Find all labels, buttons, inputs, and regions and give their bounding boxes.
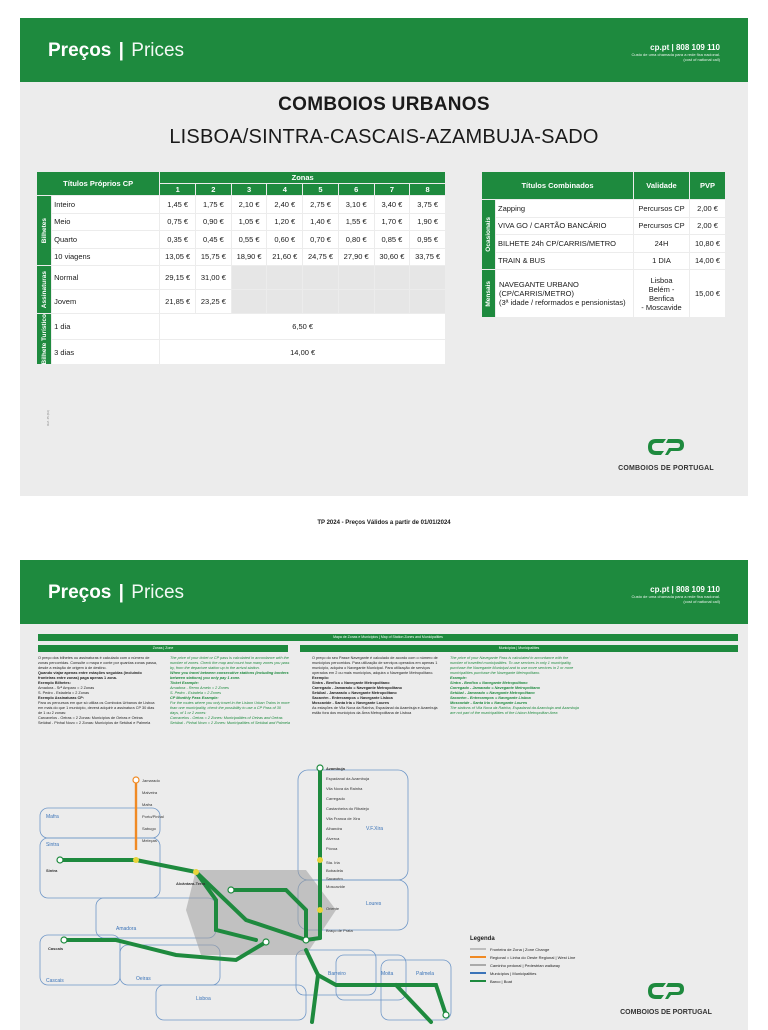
- legend-item: [470, 953, 600, 961]
- zone-marker: [317, 857, 323, 863]
- empty-cell: [303, 266, 339, 290]
- label-malveira: Malveira: [142, 790, 158, 795]
- label-alcantara: Alcântara-Terra: [176, 881, 206, 886]
- paragraph: Sacavém - Entrecampos = Navegante Lisboa: [450, 696, 531, 700]
- table-row: [482, 235, 726, 253]
- price-cell: 14,00 €: [160, 339, 446, 365]
- combined-header-title: Títulos Combinados: [482, 172, 634, 200]
- combined-name-monthly: [496, 270, 634, 318]
- price-cell: 0,95 €: [410, 231, 446, 249]
- brand-title: [48, 40, 184, 62]
- legend-label: Regional = Linha do Oeste Regional | West Line: [490, 954, 576, 960]
- zone-label-sintra: Sintra: [46, 842, 60, 848]
- combined-price: 2,00 €: [690, 217, 726, 235]
- zone-marker: [193, 869, 199, 875]
- combined-header-validity: Validade: [634, 172, 690, 200]
- table-row: [482, 200, 726, 218]
- header-band: [20, 18, 748, 82]
- legend-swatch: [470, 948, 486, 950]
- paragraph: As estações de Vila Nova da Rainha, Espadanal da Azambuja e Azambuja estão fora dos municípios da Área Metropolitana de Lisboa: [312, 706, 438, 715]
- brand-en: Prices: [131, 40, 185, 61]
- station-azambuja: [317, 765, 323, 771]
- price-cell: 24,75 €: [303, 248, 339, 266]
- validity-footer: TP 2024 - Preços Válidos a partir de 01/01/2024: [317, 520, 451, 526]
- label-mafra-station: Mafra: [142, 802, 153, 807]
- label-sintra-station: Sintra: [46, 868, 58, 873]
- price-page-2: [20, 560, 748, 1030]
- paragraph: For the routes where you only travel in the Lisbon Urban Trains in more than one municipality, check the possibility to use a CP Pass of 30 days, of 1 or 2 zones:: [170, 701, 290, 715]
- legend-item: [470, 977, 600, 985]
- price-page-1: [20, 18, 748, 496]
- municipality-lisboa: [156, 985, 306, 1020]
- legend-swatch: [470, 972, 486, 974]
- zone-label-oeiras: Oeiras: [136, 976, 151, 982]
- page-title: COMBOIOS URBANOS: [278, 94, 490, 115]
- monthly-name-line2: (CP/CARRIS/METRO): [499, 289, 574, 298]
- legend-item: [470, 969, 600, 977]
- municipality-palmela: [381, 960, 451, 1020]
- legend-swatch: [470, 980, 486, 982]
- empty-cell: [338, 290, 374, 314]
- header-band: [20, 560, 748, 624]
- south-branch: [312, 975, 318, 1022]
- contact-note: Custo de uma chamada para a rede fixa nacional.: [631, 52, 720, 57]
- paragraph: Moscavide - Santa Iria = Navegante Loures: [450, 701, 528, 705]
- cp-logo: [616, 436, 716, 472]
- price-cell: 1,70 €: [374, 213, 410, 231]
- legend-label: Caminho pedonal | Pedestrian walkway: [490, 962, 560, 968]
- ticket-name: 1 dia: [52, 314, 160, 340]
- contact-phone: cp.pt | 808 109 110: [650, 585, 720, 594]
- contact-phone: cp.pt | 808 109 110: [650, 43, 720, 52]
- table-row: [482, 270, 726, 318]
- paragraph: Setúbal - Jamarado = Navegante Metropolitano: [450, 691, 535, 695]
- paragraph: Carregado - Jamarado = Navegante Metropolitano: [450, 686, 540, 690]
- muni-text-pt: [312, 656, 442, 716]
- monthly-validity-line2: Belém - Benfica: [648, 284, 675, 303]
- zone-number: 8: [410, 184, 446, 196]
- price-cell: 31,00 €: [196, 266, 232, 290]
- station-santa-apolonia: [303, 937, 309, 943]
- price-cell: 0,70 €: [303, 231, 339, 249]
- empty-cell: [231, 290, 267, 314]
- empty-cell: [338, 266, 374, 290]
- zone-label-moita: Moita: [381, 971, 394, 977]
- price-cell: 0,90 €: [196, 213, 232, 231]
- municipality-mafra: [40, 808, 160, 838]
- paragraph: The stations of Vila Nova da Rainha, Espadanal da Azambuja and Azambuja are not part of the municipalities of the Lisbon Metropolitan Area: [450, 706, 579, 715]
- ticket-name: Jovem: [52, 290, 160, 314]
- cp-logo-icon: [644, 980, 688, 1002]
- muni-text-en: [450, 656, 580, 716]
- price-cell: 0,60 €: [267, 231, 303, 249]
- monthly-name-line3: (3ª idade / reformados e pensionistas): [499, 298, 626, 307]
- paragraph: Setúbal - Pinhal Novo = 2 Zones: Municipalities of Setúbal and Palmela: [170, 721, 290, 725]
- paragraph: CP Monthly Pass Example:: [170, 696, 219, 700]
- zones-text-en: [170, 656, 290, 726]
- combined-price: 14,00 €: [690, 252, 726, 270]
- price-cell: 29,15 €: [160, 266, 196, 290]
- cp-logo: [616, 980, 716, 1016]
- price-cell: 6,50 €: [160, 314, 446, 340]
- label-sacavem: Sacavém: [326, 876, 343, 881]
- monthly-name-line1: NAVEGANTE URBANO: [499, 280, 579, 289]
- legend-item: [470, 945, 600, 953]
- legend-item: [470, 961, 600, 969]
- empty-cell: [303, 290, 339, 314]
- contact-note-en: (cost of national call): [683, 599, 720, 604]
- empty-cell: [410, 290, 446, 314]
- brand-separator: |: [118, 582, 124, 603]
- label-espadanal: Espadanal da Azambuja: [326, 776, 370, 781]
- cp-logo-text: COMBOIOS DE PORTUGAL: [620, 1009, 712, 1016]
- paragraph: Exemplo:: [312, 676, 330, 680]
- table-row: [37, 266, 446, 290]
- paragraph: Setúbal - Pinhal Novo = 2 Zonas: Municípios de Setúbal e Palmela: [38, 721, 151, 725]
- label-vnrainha: Vila Nova da Rainha: [326, 786, 363, 791]
- zone-label-vfxira: V.F.Xira: [366, 826, 384, 832]
- label-santairia: Sta. Iria: [326, 860, 340, 865]
- zone-number: 1: [160, 184, 196, 196]
- table-row: [37, 339, 446, 365]
- price-cell: 2,40 €: [267, 196, 303, 214]
- label-jamarado: Jamarado: [142, 778, 160, 783]
- price-cell: 0,75 €: [160, 213, 196, 231]
- table-row: [37, 248, 446, 266]
- label-bobadela: Bobadela: [326, 868, 343, 873]
- paragraph: Sintra - Benfica = Navegante Metropolitano: [450, 681, 528, 685]
- paragraph: Moscavide - Santa Iria = Navegante Loures: [312, 701, 390, 705]
- table-row: [37, 196, 446, 214]
- price-cell: 1,05 €: [231, 213, 267, 231]
- price-cell: 21,85 €: [160, 290, 196, 314]
- zone-label-palmela: Palmela: [416, 971, 435, 977]
- ticket-name: Meio: [52, 213, 160, 231]
- contact-note: Custo de uma chamada para a rede fixa nacional.: [631, 594, 720, 599]
- ticket-name: Quarto: [52, 231, 160, 249]
- price-cell: 33,75 €: [410, 248, 446, 266]
- zone-label-mafra: Mafra: [46, 814, 59, 820]
- station-jamarado: [133, 777, 139, 783]
- paragraph: Quando viajar apenas entre estações seguidas (incluindo fronteiras entre zonas) paga apenas 1 zona.: [38, 671, 142, 680]
- price-cell: 0,35 €: [160, 231, 196, 249]
- paragraph: Setúbal - Jamarado = Navegante Metropolitano: [312, 691, 397, 695]
- price-cell: 1,20 €: [267, 213, 303, 231]
- combined-header-pvp: PVP: [690, 172, 726, 200]
- map-legend: [470, 936, 600, 985]
- paragraph: Exemplo Bilhetes:: [38, 681, 71, 685]
- ticket-name: Inteiro: [52, 196, 160, 214]
- paragraph: Carcavelos - Oeiras = 2 Zonas: Municípios de Oeiras e Oeiras: [38, 716, 143, 720]
- group-label-assinaturas: Assinaturas: [37, 266, 52, 314]
- contact-note-en: (cost of national call): [683, 57, 720, 62]
- empty-cell: [267, 290, 303, 314]
- zone-label-amadora: Amadora: [116, 926, 137, 932]
- price-cell: 1,45 €: [160, 196, 196, 214]
- zone-number: 6: [338, 184, 374, 196]
- price-cell: 0,80 €: [338, 231, 374, 249]
- label-oriente: Oriente: [326, 906, 340, 911]
- zone-number: 4: [267, 184, 303, 196]
- station-cais-sodre: [263, 939, 269, 945]
- station-sintra: [57, 857, 63, 863]
- monthly-validity-line1: Lisboa: [650, 275, 673, 285]
- label-sabugo: Sabugo: [142, 826, 156, 831]
- label-portoformoso: Porto/Pinhal: [142, 814, 164, 819]
- zone-number: 3: [231, 184, 267, 196]
- paragraph: When you travel between consecutive stations (including borders between stations) you only pay 1 zone.: [170, 671, 289, 680]
- empty-cell: [410, 266, 446, 290]
- cp-logo-icon: [644, 436, 688, 458]
- table-row: [37, 314, 446, 340]
- price-cell: 23,25 €: [196, 290, 232, 314]
- table-row: [37, 290, 446, 314]
- group-label-ocasionais: Ocasionais: [482, 200, 496, 270]
- own-tickets-header: Títulos Próprios CP: [37, 172, 160, 196]
- brand-separator: |: [118, 40, 124, 61]
- zone-label-lisboa: Lisboa: [196, 996, 211, 1002]
- combined-name: VIVA GO / CARTÃO BANCÁRIO: [496, 217, 634, 235]
- label-melecas: Meleças: [142, 838, 157, 843]
- brand-en: Prices: [131, 582, 185, 603]
- price-cell: 2,10 €: [231, 196, 267, 214]
- paragraph: Ticket Example:: [170, 681, 199, 685]
- contact-info: [632, 43, 721, 62]
- label-alverca: Alverca: [326, 836, 340, 841]
- ticket-name: 3 dias: [52, 339, 160, 365]
- paragraph: Amadora - Srª Amparo = 2 Zonas: [38, 686, 95, 690]
- price-cell: 15,75 €: [196, 248, 232, 266]
- zone-label-barreiro: Barreiro: [328, 971, 346, 977]
- zones-header: Zonas: [160, 172, 446, 184]
- own-tickets-table: [36, 171, 446, 365]
- paragraph: Carcavelos - Oeiras = 2 Zones: Municipalities of Oeiras and Oeiras: [170, 716, 283, 720]
- zones-bar: Zonas | Zone: [38, 645, 288, 652]
- label-bracoprata: Braço de Prata: [326, 928, 353, 933]
- zone-marker: [133, 857, 139, 863]
- price-cell: 3,40 €: [374, 196, 410, 214]
- setubal-branch: [396, 985, 431, 1022]
- label-castanheira: Castanheira do Ribatejo: [326, 806, 369, 811]
- combined-validity: 1 DIA: [634, 252, 690, 270]
- document-reference: Ref. 45 (02): [46, 410, 50, 426]
- zone-number: 2: [196, 184, 232, 196]
- zone-label-loures: Loures: [366, 901, 382, 907]
- contact-info: [632, 585, 721, 604]
- price-cell: 0,45 €: [196, 231, 232, 249]
- combined-name: Zapping: [496, 200, 634, 218]
- zone-marker: [317, 907, 323, 913]
- combined-tickets-table: [481, 171, 726, 318]
- price-cell: 2,75 €: [303, 196, 339, 214]
- price-cell: 1,40 €: [303, 213, 339, 231]
- price-cell: 0,85 €: [374, 231, 410, 249]
- price-cell: 3,75 €: [410, 196, 446, 214]
- empty-cell: [231, 266, 267, 290]
- price-cell: 1,55 €: [338, 213, 374, 231]
- combined-name: TRAIN & BUS: [496, 252, 634, 270]
- paragraph: Sacavém - Entrecampos = Navegante Lisboa: [312, 696, 393, 700]
- price-cell: 1,90 €: [410, 213, 446, 231]
- zones-text-pt: [38, 656, 158, 726]
- price-cell: 3,10 €: [338, 196, 374, 214]
- legend-label: Barco | Boat: [490, 978, 512, 984]
- combined-validity-monthly: [634, 270, 690, 318]
- label-carregado: Carregado: [326, 796, 345, 801]
- price-cell: 13,05 €: [160, 248, 196, 266]
- legend-swatch: [470, 956, 486, 958]
- paragraph: O preço do seu Passe Navegante é calculado de acordo com o número de municípios percorridos. Para utilização de serviços operados em apenas 1 município, adquira o Navegante Municipal. Para utilização de serviços operados em 2 ou mais municípios, adquira o Navegante Metropolitano.: [312, 656, 438, 675]
- network-map: [36, 760, 466, 1030]
- paragraph: Example:: [450, 676, 467, 680]
- price-cell: 18,90 €: [231, 248, 267, 266]
- combined-validity: 24H: [634, 235, 690, 253]
- label-moscavide: Moscavide: [326, 884, 346, 889]
- legend-swatch: [470, 964, 486, 966]
- combined-validity: Percursos CP: [634, 217, 690, 235]
- combined-validity: Percursos CP: [634, 200, 690, 218]
- station-cascais: [61, 937, 67, 943]
- combined-price: 2,00 €: [690, 200, 726, 218]
- price-cell: 1,75 €: [196, 196, 232, 214]
- price-cell: 0,55 €: [231, 231, 267, 249]
- ticket-name: Normal: [52, 266, 160, 290]
- empty-cell: [267, 266, 303, 290]
- group-label-turistico: Bilhete Turístico: [37, 314, 52, 365]
- paragraph: Sintra - Benfica = Navegante Metropolitano: [312, 681, 390, 685]
- map-title-bar: Mapa de Zonas e Municípios | Map of Station Zones and Municipalities: [38, 634, 738, 641]
- brand-pt: Preços: [48, 40, 112, 61]
- combined-name: BILHETE 24h CP/CARRIS/METRO: [496, 235, 634, 253]
- label-alhandra: Alhandra: [326, 826, 343, 831]
- station-alcantara: [228, 887, 234, 893]
- brand-title: [48, 582, 184, 604]
- paragraph: S. Pedro - Estadela = 2 Zones: [170, 691, 221, 695]
- price-cell: 30,60 €: [374, 248, 410, 266]
- station-setubal: [443, 1012, 449, 1018]
- paragraph: S. Pedro - Estadela = 2 Zonas: [38, 691, 89, 695]
- combined-price: 10,80 €: [690, 235, 726, 253]
- price-cell: 21,60 €: [267, 248, 303, 266]
- empty-cell: [374, 266, 410, 290]
- legend-label: Fronteira de Zona | Zone Change: [490, 946, 550, 952]
- paragraph: The price of your Navegante Pass is calculated in accordance with the number of travelled municipalities. To use services in only 1 municipality, purchase the Navegante Municipal and to use more services in 2 or more municipalities purchase the Navegante Metropolitano.: [450, 656, 574, 675]
- monthly-validity-line3: - Moscavide: [641, 302, 682, 312]
- page-subtitle: LISBOA/SINTRA-CASCAIS-AZAMBUJA-SADO: [169, 126, 599, 148]
- price-cell: 27,90 €: [338, 248, 374, 266]
- table-row: [482, 252, 726, 270]
- paragraph: The price of your ticket or CP pass is calculated in accordance with the number of zones. Check the map and count how many zones you pass by, from the departure station up to the arrival station.: [170, 656, 290, 670]
- label-vfxira-station: Vila Franca de Xira: [326, 816, 360, 821]
- table-row: [37, 213, 446, 231]
- legend-label: Municípios | Municipalities: [490, 970, 537, 976]
- paragraph: Carregado - Jamarado = Navegante Metropolitano: [312, 686, 402, 690]
- label-povoa: Póvoa: [326, 846, 338, 851]
- label-cascais-station: Cascais: [48, 946, 64, 951]
- municipalities-bar: Municípios | Municipalities: [300, 645, 738, 652]
- label-azambuja: Azambuja: [326, 766, 345, 771]
- empty-cell: [374, 290, 410, 314]
- table-row: [482, 217, 726, 235]
- zone-label-cascais: Cascais: [46, 978, 64, 984]
- paragraph: Para os percursos em que só utiliza os Comboios Urbanos de Lisboa em mais do que 1 município, deverá adquirir a assinatura CP 30 dias de 1 ou 2 zonas:: [38, 701, 155, 715]
- paragraph: O preço dos bilhetes ou assinaturas é calculado com o número de zonas percorridas. Consulte o mapa e conte por quantas zonas passa, desde a estação de origem à de destino.: [38, 656, 158, 670]
- paragraph: Exemplo Assinaturas CP:: [38, 696, 85, 700]
- paragraph: Amadora - Rerno Amelo = 2 Zones: [170, 686, 229, 690]
- cp-logo-text: COMBOIOS DE PORTUGAL: [618, 465, 714, 472]
- table-row: [37, 231, 446, 249]
- zone-number: 5: [303, 184, 339, 196]
- municipality-moita: [336, 955, 406, 1000]
- brand-pt: Preços: [48, 582, 112, 603]
- zone-number: 7: [374, 184, 410, 196]
- group-label-bilhetes: Bilhetes: [37, 196, 52, 266]
- ticket-name: 10 viagens: [52, 248, 160, 266]
- combined-price-monthly: 15,00 €: [690, 270, 726, 318]
- group-label-mensais: Mensais: [482, 270, 496, 318]
- legend-title: Legenda: [470, 936, 495, 942]
